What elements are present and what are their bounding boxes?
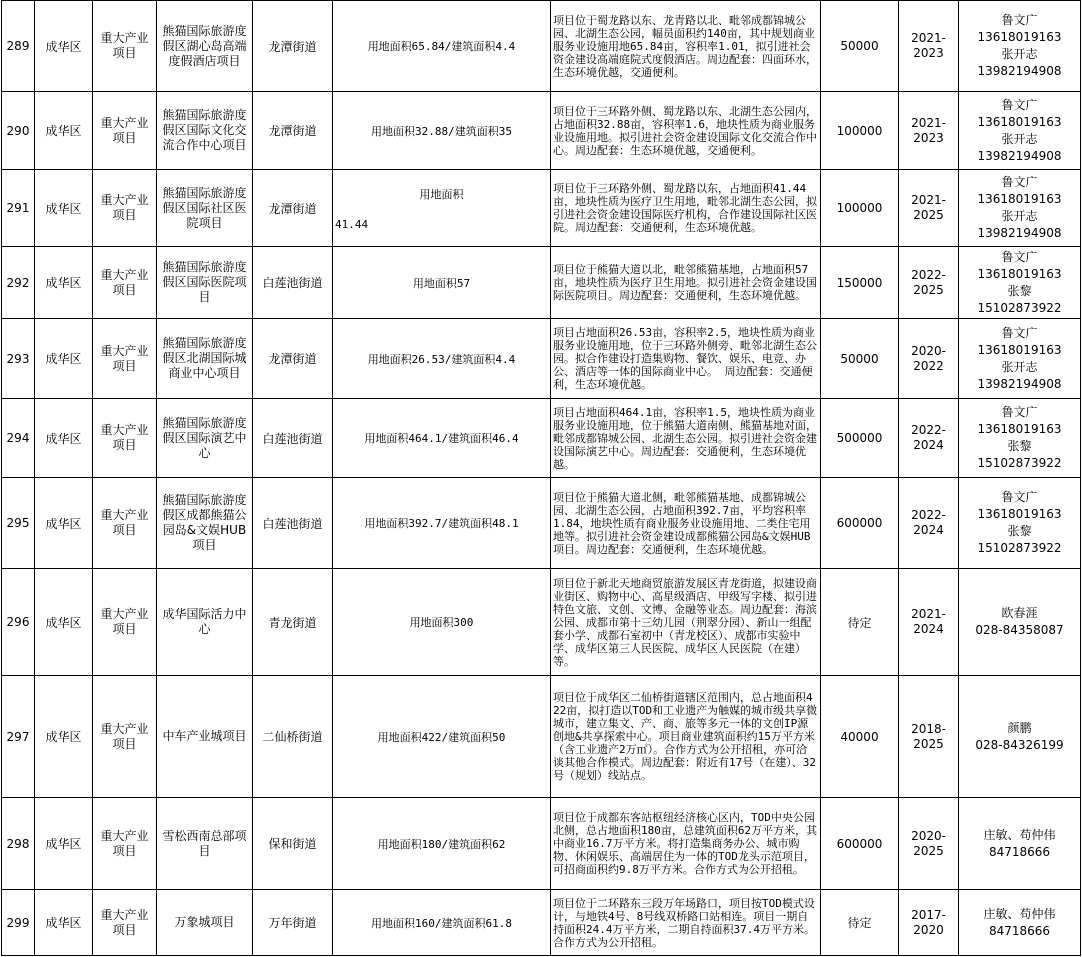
period-cell: 2022-2024 xyxy=(899,399,959,478)
investment-cell: 150000 xyxy=(821,247,899,319)
area-cell: 用地面积26.53/建筑面积4.4 xyxy=(333,319,551,399)
contact-line: 028-84326199 xyxy=(975,737,1064,752)
street-cell: 龙潭街道 xyxy=(253,319,333,399)
contact-cell xyxy=(959,1,1081,92)
district-cell: 成华区 xyxy=(35,319,93,399)
street-cell: 保和街道 xyxy=(253,798,333,890)
period-cell: 2021-2025 xyxy=(899,170,959,247)
contact-line: 鲁文广 xyxy=(1001,97,1038,112)
district-cell: 成华区 xyxy=(35,399,93,478)
investment-cell: 待定 xyxy=(821,569,899,676)
district-cell: 成华区 xyxy=(35,890,93,956)
contact-line: 13618019163 xyxy=(977,342,1062,357)
contact-line: 13618019163 xyxy=(977,30,1062,44)
district-cell: 成华区 xyxy=(35,569,93,676)
street-cell: 龙潭街道 xyxy=(253,92,333,170)
description-cell: 项目位于三环路外侧、蜀龙路以东，占地面积41.44亩，地块性质为医疗卫生用地，毗邻北湖生态公园，拟引进社会资金建设国际医疗机构，合作建设国际社区医院。周边配套：交通便利，生态环境优越。 xyxy=(551,170,821,247)
contact-line: 13618019163 xyxy=(977,114,1062,129)
contact-line: 13982194908 xyxy=(977,376,1062,391)
period-cell: 2021-2023 xyxy=(899,92,959,170)
contact-line: 84718666 xyxy=(988,923,1051,938)
street-cell: 万年街道 xyxy=(253,890,333,956)
table-row xyxy=(2,399,1081,478)
area-cell: 用地面积65.84/建筑面积4.4 xyxy=(333,1,551,92)
table-row xyxy=(2,569,1081,676)
project-type-cell: 重大产业项目 xyxy=(93,676,157,798)
investment-cell: 50000 xyxy=(821,1,899,92)
contact-cell xyxy=(959,676,1081,798)
area-cell: 用地面积422/建筑面积50 xyxy=(333,676,551,798)
table-row xyxy=(2,247,1081,319)
investment-cell: 100000 xyxy=(821,92,899,170)
project-type-cell: 重大产业项目 xyxy=(93,319,157,399)
street-cell: 白莲池街道 xyxy=(253,478,333,569)
row-number: 289 xyxy=(2,1,35,92)
investment-cell: 100000 xyxy=(821,170,899,247)
district-cell: 成华区 xyxy=(35,478,93,569)
description-cell: 项目位于成华区二仙桥街道辖区范围内，总占地面积422亩，拟打造以TOD和工业遗产为触媒的城市级共享微城市，建立集文、产、商、旅等多元一体的文创IP源创地&共享探索中心。项目商业建筑面积约15万平方米（含工业遗产2万㎡）。合作方式为公开招租，亦可洽谈其他合作模式。周边配套：附近有17号（在建）、32号（规划）线站点。 xyxy=(551,676,821,798)
project-name-cell: 熊猫国际旅游度假区国际演艺中心 xyxy=(157,399,253,478)
investment-cell: 600000 xyxy=(821,798,899,890)
contact-cell xyxy=(959,890,1081,956)
contact-line: 张开志 xyxy=(1001,47,1038,61)
contact-line: 张开志 xyxy=(1001,359,1038,374)
project-name-cell: 成华国际活力中心 xyxy=(157,569,253,676)
district-cell: 成华区 xyxy=(35,247,93,319)
district-cell: 成华区 xyxy=(35,676,93,798)
period-cell: 2017-2020 xyxy=(899,890,959,956)
area-cell xyxy=(333,170,551,247)
contact-line: 13982194908 xyxy=(977,148,1062,163)
contact-line: 15102873922 xyxy=(977,456,1062,470)
period-cell: 2021-2023 xyxy=(899,1,959,92)
contact-line: 13618019163 xyxy=(977,507,1062,521)
district-cell: 成华区 xyxy=(35,1,93,92)
contact-line: 张黎 xyxy=(1007,439,1032,453)
project-name-cell: 熊猫国际旅游度假区北湖国际城商业中心项目 xyxy=(157,319,253,399)
street-cell: 白莲池街道 xyxy=(253,399,333,478)
project-name-cell: 万象城项目 xyxy=(157,890,253,956)
row-number: 290 xyxy=(2,92,35,170)
table-row xyxy=(2,92,1081,170)
period-cell: 2021-2024 xyxy=(899,569,959,676)
row-number: 292 xyxy=(2,247,35,319)
contact-line: 张黎 xyxy=(1007,283,1032,298)
description-cell: 项目占地面积26.53亩，容积率2.5，地块性质为商业服务业设施用地，位于三环路外侧旁、毗邻北湖生态公园。拟合作建设打造集购物、餐饮、娱乐、电竞、办公、酒店等一体的国际商业中心。 周边配套：交通便利，生态环境优越。 xyxy=(551,319,821,399)
period-cell: 2018-2025 xyxy=(899,676,959,798)
description-cell: 项目位于成都东客站枢纽经济核心区内，TOD中央公园北侧，总占地面积180亩，总建筑面积62万平方米，其中商业16.7万平方米。将打造集商务办公、城市购物、休闲娱乐、高端居住为一体的TOD龙头示范项目，可招商面积约9.8万平方米。合作方式为公开招租。 xyxy=(551,798,821,890)
contact-line: 13618019163 xyxy=(977,192,1062,206)
contact-line: 鲁文广 xyxy=(1001,490,1038,504)
street-cell: 龙潭街道 xyxy=(253,170,333,247)
row-number: 295 xyxy=(2,478,35,569)
investment-cell: 50000 xyxy=(821,319,899,399)
contact-line: 13982194908 xyxy=(977,226,1062,240)
street-cell: 二仙桥街道 xyxy=(253,676,333,798)
project-name-cell: 熊猫国际旅游度假区国际文化交流合作中心项目 xyxy=(157,92,253,170)
area-cell: 用地面积160/建筑面积61.8 xyxy=(333,890,551,956)
contact-line: 028-84358087 xyxy=(975,623,1064,637)
investment-cell: 600000 xyxy=(821,478,899,569)
area-cell: 用地面积57 xyxy=(333,247,551,319)
period-cell: 2022-2024 xyxy=(899,478,959,569)
contact-line: 欧春涯 xyxy=(1001,606,1038,620)
contact-cell xyxy=(959,247,1081,319)
contact-cell xyxy=(959,798,1081,890)
contact-line: 庄敏、苟仲伟 xyxy=(983,906,1056,921)
district-cell: 成华区 xyxy=(35,92,93,170)
period-cell: 2020-2022 xyxy=(899,319,959,399)
row-number: 299 xyxy=(2,890,35,956)
row-number: 298 xyxy=(2,798,35,890)
contact-line: 张黎 xyxy=(1007,524,1032,538)
investment-cell: 500000 xyxy=(821,399,899,478)
contact-line: 张开志 xyxy=(1001,209,1038,223)
project-type-cell: 重大产业项目 xyxy=(93,1,157,92)
district-cell: 成华区 xyxy=(35,170,93,247)
description-cell: 项目位于熊猫大道北侧，毗邻熊猫基地、成都锦城公园、北湖生态公园，占地面积392.7亩，平均容积率1.84，地块性质有商业服务业设施用地、二类住宅用地等。拟引进社会资金建设成都熊猫公园岛&文娱HUB项目。周边配套：交通便利，生态环境优越。 xyxy=(551,478,821,569)
contact-cell xyxy=(959,478,1081,569)
project-name-cell: 中车产业城项目 xyxy=(157,676,253,798)
street-cell: 白莲池街道 xyxy=(253,247,333,319)
street-cell: 青龙街道 xyxy=(253,569,333,676)
investment-cell: 40000 xyxy=(821,676,899,798)
row-number: 294 xyxy=(2,399,35,478)
street-cell: 龙潭街道 xyxy=(253,1,333,92)
contact-cell xyxy=(959,170,1081,247)
table-row xyxy=(2,319,1081,399)
project-type-cell: 重大产业项目 xyxy=(93,247,157,319)
project-type-cell: 重大产业项目 xyxy=(93,170,157,247)
description-cell: 项目位于三环路外侧、蜀龙路以东、北湖生态公园内，占地面积32.88亩，容积率1.6，地块性质为商业服务业设施用地。拟引进社会资金建设国际文化交流合作中心。周边配套：生态环境优越，交通便利。 xyxy=(551,92,821,170)
project-type-cell: 重大产业项目 xyxy=(93,890,157,956)
description-cell: 项目位于二环路东三段万年场路口，项目按TOD模式设计，与地铁4号、8号线双桥路口站相连。项目一期自持面积24.4万平方米，二期自持面积37.4万平方米。合作方式为公开招租。 xyxy=(551,890,821,956)
area-value: 41.44 xyxy=(335,217,369,231)
row-number: 297 xyxy=(2,676,35,798)
contact-line: 鲁文广 xyxy=(1001,249,1038,264)
table-row xyxy=(2,170,1081,247)
contact-line: 13982194908 xyxy=(977,64,1062,78)
area-cell: 用地面积180/建筑面积62 xyxy=(333,798,551,890)
contact-cell xyxy=(959,569,1081,676)
area-label: 用地面积 xyxy=(419,187,464,201)
area-cell: 用地面积300 xyxy=(333,569,551,676)
row-number: 291 xyxy=(2,170,35,247)
period-cell: 2022-2025 xyxy=(899,247,959,319)
district-cell: 成华区 xyxy=(35,798,93,890)
table-row xyxy=(2,890,1081,956)
investment-cell: 待定 xyxy=(821,890,899,956)
contact-line: 15102873922 xyxy=(977,300,1062,315)
area-cell: 用地面积464.1/建筑面积46.4 xyxy=(333,399,551,478)
table-row xyxy=(2,1,1081,92)
description-cell: 项目位于熊猫大道以北，毗邻熊猫基地，占地面积57亩，地块性质为医疗卫生用地。拟引进社会资金建设国际医院项目。周边配套：交通便利，生态环境优越。 xyxy=(551,247,821,319)
contact-cell xyxy=(959,92,1081,170)
contact-line: 庄敏、苟仲伟 xyxy=(983,827,1056,842)
project-type-cell: 重大产业项目 xyxy=(93,92,157,170)
contact-line: 15102873922 xyxy=(977,541,1062,555)
project-type-cell: 重大产业项目 xyxy=(93,569,157,676)
contact-line: 鲁文广 xyxy=(1001,325,1038,340)
contact-line: 颜鹏 xyxy=(1007,720,1032,735)
period-cell: 2020-2025 xyxy=(899,798,959,890)
contact-line: 张开志 xyxy=(1001,131,1038,146)
contact-line: 鲁文广 xyxy=(1001,405,1038,419)
table-row xyxy=(2,676,1081,798)
project-name-cell: 熊猫国际旅游度假区国际医院项目 xyxy=(157,247,253,319)
contact-cell xyxy=(959,399,1081,478)
project-name-cell: 熊猫国际旅游度假区湖心岛高端度假酒店项目 xyxy=(157,1,253,92)
description-cell: 项目占地面积464.1亩，容积率1.5，地块性质为商业服务业设施用地，位于熊猫大道南侧、熊猫基地对面，毗邻成都锦城公园、北湖生态公园。拟引进社会资金建设国际演艺中心。周边配套：交通便利，生态环境优越。 xyxy=(551,399,821,478)
table-row xyxy=(2,478,1081,569)
row-number: 293 xyxy=(2,319,35,399)
project-name-cell: 熊猫国际旅游度假区国际社区医院项目 xyxy=(157,170,253,247)
contact-line: 84718666 xyxy=(988,844,1051,859)
description-cell: 项目位于新北天地商贸旅游发展区青龙街道，拟建设商业街区、购物中心、高星级酒店、甲级写字楼、拟引进特色文旅、文创、文博、金融等业态。周边配套：海滨公园、成都市第十三幼儿园（荆翠分园）、新山一组配套小学、成都石室初中（青龙校区）、成都市实验中学、成华区第三人民医院、成华区人民医院（在建）等。 xyxy=(551,569,821,676)
project-type-cell: 重大产业项目 xyxy=(93,399,157,478)
table-row xyxy=(2,798,1081,890)
project-name-cell: 熊猫国际旅游度假区成都熊猫公园岛&文娱HUB项目 xyxy=(157,478,253,569)
row-number: 296 xyxy=(2,569,35,676)
project-table xyxy=(1,0,1081,956)
contact-line: 13618019163 xyxy=(977,266,1062,281)
project-name-cell: 雪松西南总部项目 xyxy=(157,798,253,890)
project-type-cell: 重大产业项目 xyxy=(93,798,157,890)
area-cell: 用地面积392.7/建筑面积48.1 xyxy=(333,478,551,569)
contact-cell xyxy=(959,319,1081,399)
area-cell: 用地面积32.88/建筑面积35 xyxy=(333,92,551,170)
description-cell: 项目位于蜀龙路以东、龙青路以北、毗邻成都锦城公园、北湖生态公园，幅员面积约140亩，其中规划商业服务业设施用地65.84亩，容积率1.01，拟引进社会资金建设高端庭院式度假酒店。周边配套：四面环水，生态环境优越，交通便利。 xyxy=(551,1,821,92)
contact-line: 鲁文广 xyxy=(1001,175,1038,189)
contact-line: 13618019163 xyxy=(977,422,1062,436)
project-type-cell: 重大产业项目 xyxy=(93,478,157,569)
contact-line: 鲁文广 xyxy=(1001,13,1038,27)
